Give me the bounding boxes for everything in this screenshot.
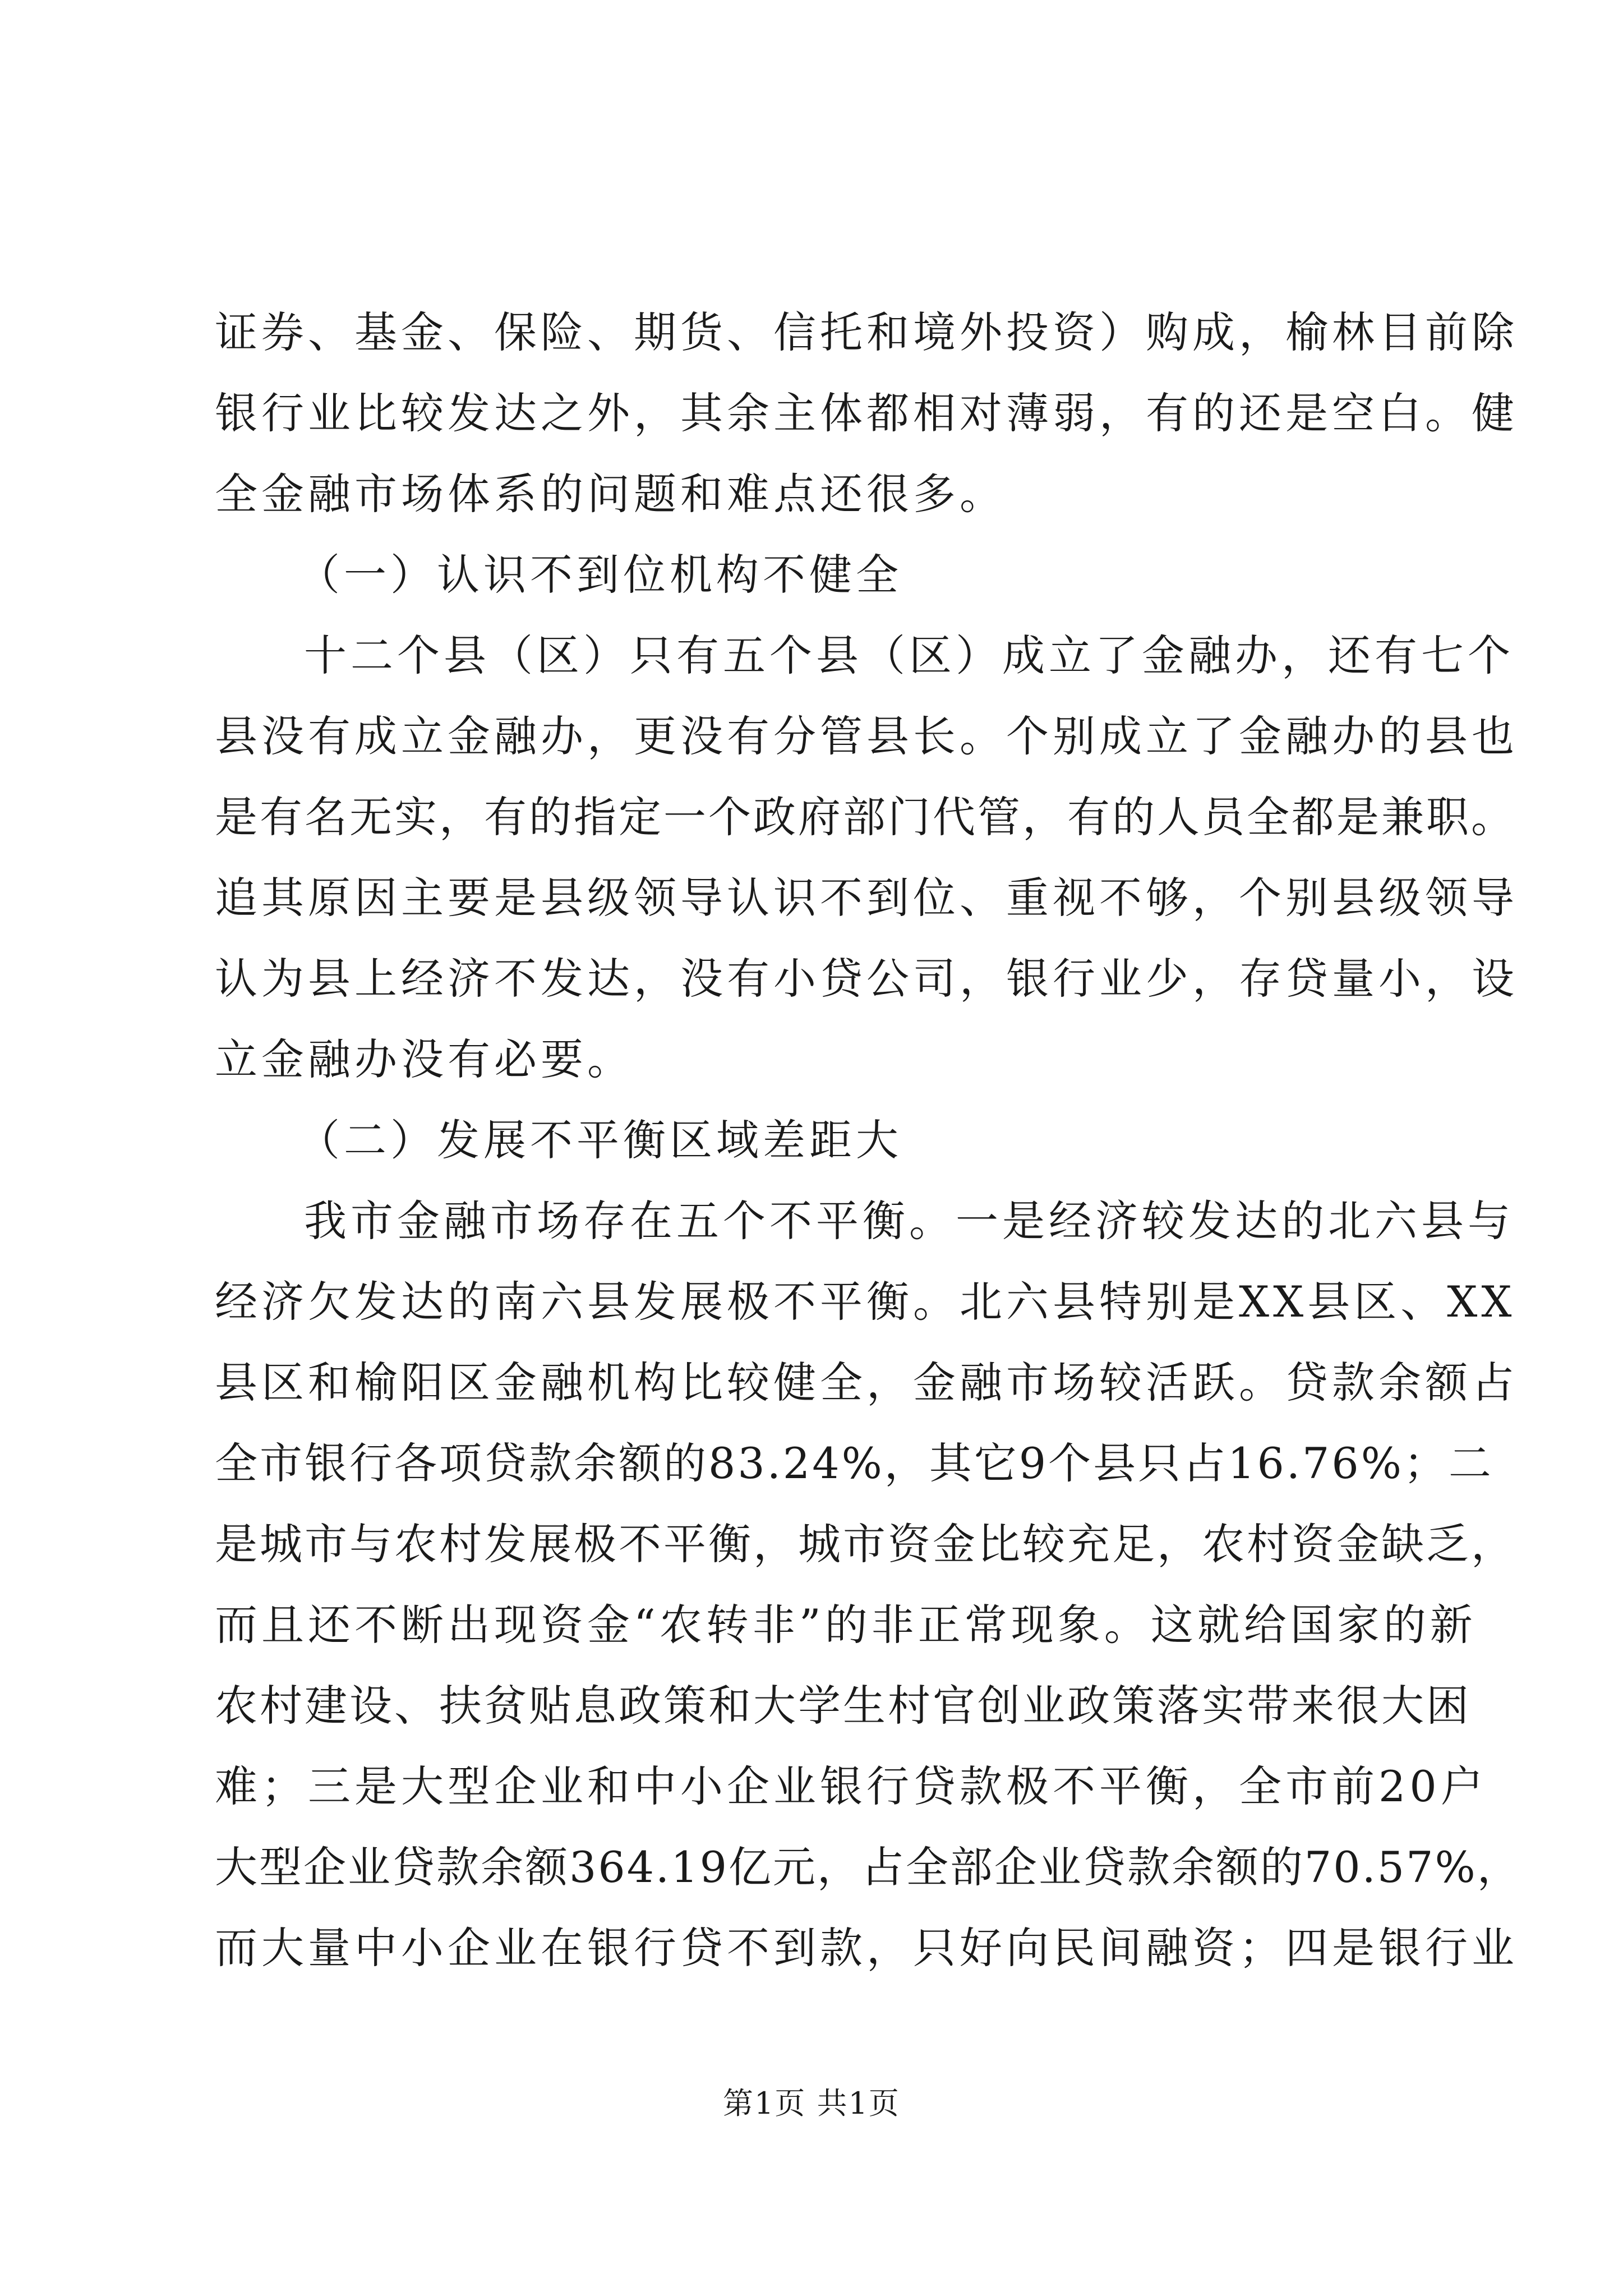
body-line-5: 十二个县（区）只有五个县（区）成立了金融办，还有七个	[304, 631, 1514, 680]
body-line-13: 经济欠发达的南六县发展极不平衡。北六县特别是XX县区、XX	[215, 1277, 1516, 1327]
section-heading-2: （二）发展不平衡区域差距大	[297, 1115, 902, 1165]
body-line-16: 是城市与农村发展极不平衡，城市资金比较充足，农村资金缺乏，	[215, 1519, 1516, 1569]
body-line-17: 而且还不断出现资金“农转非”的非正常现象。这就给国家的新	[215, 1600, 1477, 1650]
body-line-6: 县没有成立金融办，更没有分管县长。个别成立了金融办的县也	[215, 711, 1518, 761]
page-footer: 第1页 共1页	[723, 2086, 900, 2121]
body-line-3: 全金融市场体系的问题和难点还很多。	[215, 469, 1006, 519]
section-heading-1: （一）认识不到位机构不健全	[297, 550, 902, 600]
body-line-14: 县区和榆阳区金融机构比较健全，金融市场较活跃。贷款余额占	[215, 1358, 1518, 1407]
body-line-15: 全市银行各项贷款余额的83.24%，其它9个县只占16.76%；二	[215, 1438, 1493, 1488]
body-line-18: 农村建设、扶贫贴息政策和大学生村官创业政策落实带来很大困	[215, 1681, 1471, 1731]
body-line-19: 难；三是大型企业和中小企业银行贷款极不平衡，全市前20户	[215, 1761, 1487, 1811]
body-line-9: 认为县上经济不发达，没有小贷公司，银行业少，存贷量小，设	[215, 954, 1518, 1004]
body-line-8: 追其原因主要是县级领导认识不到位、重视不够，个别县级领导	[215, 873, 1518, 923]
body-line-10: 立金融办没有必要。	[215, 1034, 634, 1084]
body-line-7: 是有名无实，有的指定一个政府部门代管，有的人员全都是兼职。	[215, 792, 1516, 842]
body-line-20: 大型企业贷款余额364.19亿元，占全部企业贷款余额的70.57%，	[215, 1842, 1521, 1892]
body-line-21: 而大量中小企业在银行贷不到款，只好向民间融资；四是银行业	[215, 1923, 1518, 1973]
body-line-1: 证券、基金、保险、期货、信托和境外投资）购成，榆林目前除	[215, 307, 1518, 357]
body-line-2: 银行业比较发达之外，其余主体都相对薄弱，有的还是空白。健	[215, 388, 1518, 438]
body-line-12: 我市金融市场存在五个不平衡。一是经济较发达的北六县与	[304, 1196, 1514, 1246]
